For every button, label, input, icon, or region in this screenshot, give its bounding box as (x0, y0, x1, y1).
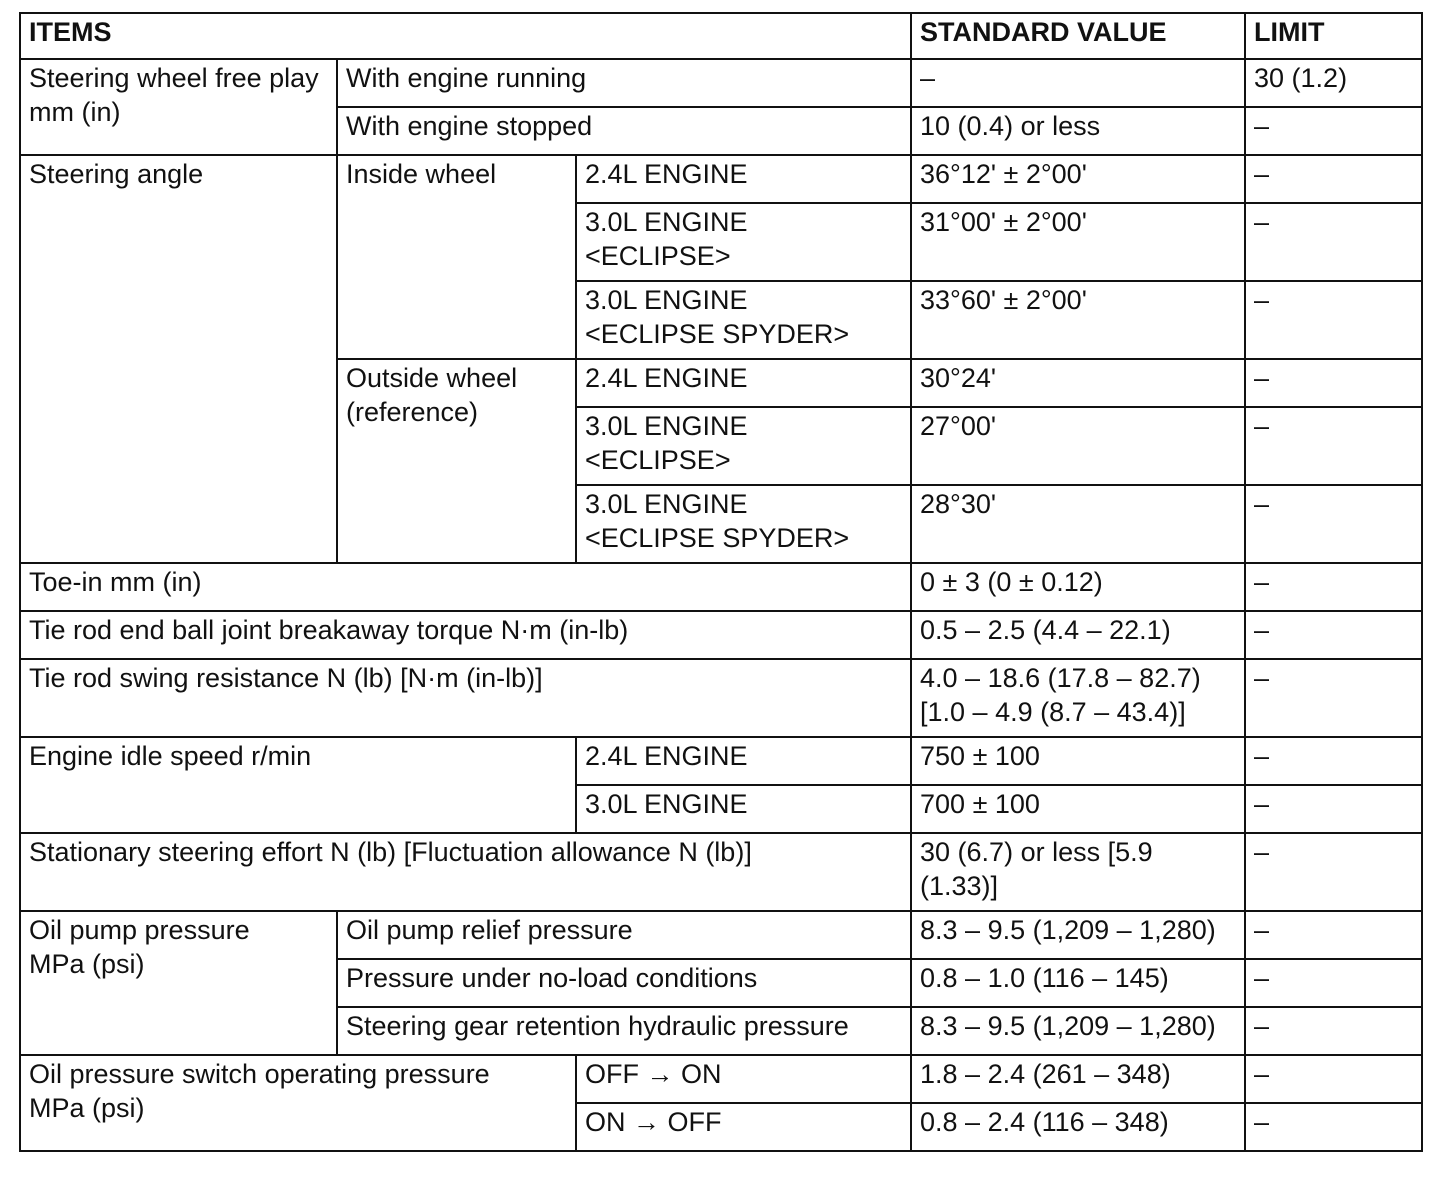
table-row (20, 59, 1422, 107)
idle-2-4l-standard: 750 ± 100 (911, 737, 1245, 785)
steering-effort-standard: 30 (6.7) or less [5.9 (1.33)] (911, 833, 1245, 911)
retention-pressure-limit: – (1245, 1007, 1422, 1055)
outside-3-0l-eclipse-limit: – (1245, 407, 1422, 485)
idle-3-0l-engine: 3.0L ENGINE (576, 785, 911, 833)
steering-angle-item: Steering angle (20, 155, 337, 563)
table-row (20, 611, 1422, 659)
header-standard-value: STANDARD VALUE (911, 13, 1245, 59)
inside-3-0l-spyder-standard: 33°60' ± 2°00' (911, 281, 1245, 359)
table-row (20, 737, 1422, 785)
switch-on-off-condition: ON → OFF (576, 1103, 911, 1151)
header-row (20, 13, 1422, 59)
free-play-running-standard: – (911, 59, 1245, 107)
toe-in-standard: 0 ± 3 (0 ± 0.12) (911, 563, 1245, 611)
inside-3-0l-spyder-engine: 3.0L ENGINE <ECLIPSE SPYDER> (576, 281, 911, 359)
retention-pressure-condition: Steering gear retention hydraulic pressure (337, 1007, 911, 1055)
outside-wheel-label: Outside wheel (reference) (337, 359, 576, 563)
idle-3-0l-limit: – (1245, 785, 1422, 833)
idle-2-4l-engine: 2.4L ENGINE (576, 737, 911, 785)
free-play-stopped-limit: – (1245, 107, 1422, 155)
free-play-running-limit: 30 (1.2) (1245, 59, 1422, 107)
table-row (20, 1055, 1422, 1103)
idle-2-4l-limit: – (1245, 737, 1422, 785)
relief-pressure-standard: 8.3 – 9.5 (1,209 – 1,280) (911, 911, 1245, 959)
no-load-pressure-condition: Pressure under no-load conditions (337, 959, 911, 1007)
idle-3-0l-standard: 700 ± 100 (911, 785, 1245, 833)
relief-pressure-condition: Oil pump relief pressure (337, 911, 911, 959)
free-play-running-condition: With engine running (337, 59, 911, 107)
outside-3-0l-eclipse-engine: 3.0L ENGINE <ECLIPSE> (576, 407, 911, 485)
relief-pressure-limit: – (1245, 911, 1422, 959)
idle-speed-item: Engine idle speed r/min (20, 737, 576, 833)
swing-resistance-item: Tie rod swing resistance N (lb) [N·m (in-lb)] (20, 659, 911, 737)
no-load-pressure-limit: – (1245, 959, 1422, 1007)
swing-resistance-limit: – (1245, 659, 1422, 737)
outside-3-0l-spyder-standard: 28°30' (911, 485, 1245, 563)
toe-in-item: Toe-in mm (in) (20, 563, 911, 611)
breakaway-torque-item: Tie rod end ball joint breakaway torque N·m (in-lb) (20, 611, 911, 659)
service-spec-table (19, 12, 1423, 1152)
header-limit: LIMIT (1245, 13, 1422, 59)
steering-effort-limit: – (1245, 833, 1422, 911)
table-row (20, 563, 1422, 611)
outside-3-0l-eclipse-standard: 27°00' (911, 407, 1245, 485)
inside-2-4l-engine: 2.4L ENGINE (576, 155, 911, 203)
steering-effort-item: Stationary steering effort N (lb) [Fluctuation allowance N (lb)] (20, 833, 911, 911)
table-row (20, 659, 1422, 737)
retention-pressure-standard: 8.3 – 9.5 (1,209 – 1,280) (911, 1007, 1245, 1055)
toe-in-limit: – (1245, 563, 1422, 611)
switch-off-on-standard: 1.8 – 2.4 (261 – 348) (911, 1055, 1245, 1103)
no-load-pressure-standard: 0.8 – 1.0 (116 – 145) (911, 959, 1245, 1007)
free-play-item: Steering wheel free play mm (in) (20, 59, 337, 155)
table-row (20, 155, 1422, 203)
free-play-stopped-standard: 10 (0.4) or less (911, 107, 1245, 155)
switch-off-on-condition: OFF → ON (576, 1055, 911, 1103)
table-row (20, 833, 1422, 911)
pressure-switch-item: Oil pressure switch operating pressure MPa (psi) (20, 1055, 576, 1151)
outside-2-4l-engine: 2.4L ENGINE (576, 359, 911, 407)
inside-3-0l-eclipse-standard: 31°00' ± 2°00' (911, 203, 1245, 281)
outside-3-0l-spyder-limit: – (1245, 485, 1422, 563)
inside-3-0l-spyder-limit: – (1245, 281, 1422, 359)
outside-2-4l-standard: 30°24' (911, 359, 1245, 407)
header-items: ITEMS (20, 13, 911, 59)
breakaway-torque-standard: 0.5 – 2.5 (4.4 – 22.1) (911, 611, 1245, 659)
inside-2-4l-standard: 36°12' ± 2°00' (911, 155, 1245, 203)
inside-3-0l-eclipse-limit: – (1245, 203, 1422, 281)
inside-3-0l-eclipse-engine: 3.0L ENGINE <ECLIPSE> (576, 203, 911, 281)
switch-on-off-standard: 0.8 – 2.4 (116 – 348) (911, 1103, 1245, 1151)
inside-wheel-label: Inside wheel (337, 155, 576, 359)
outside-2-4l-limit: – (1245, 359, 1422, 407)
switch-off-on-limit: – (1245, 1055, 1422, 1103)
breakaway-torque-limit: – (1245, 611, 1422, 659)
oil-pump-item: Oil pump pressure MPa (psi) (20, 911, 337, 1055)
inside-2-4l-limit: – (1245, 155, 1422, 203)
free-play-stopped-condition: With engine stopped (337, 107, 911, 155)
outside-3-0l-spyder-engine: 3.0L ENGINE <ECLIPSE SPYDER> (576, 485, 911, 563)
table-row (20, 911, 1422, 959)
swing-resistance-standard: 4.0 – 18.6 (17.8 – 82.7) [1.0 – 4.9 (8.7 – 43.4)] (911, 659, 1245, 737)
switch-on-off-limit: – (1245, 1103, 1422, 1151)
